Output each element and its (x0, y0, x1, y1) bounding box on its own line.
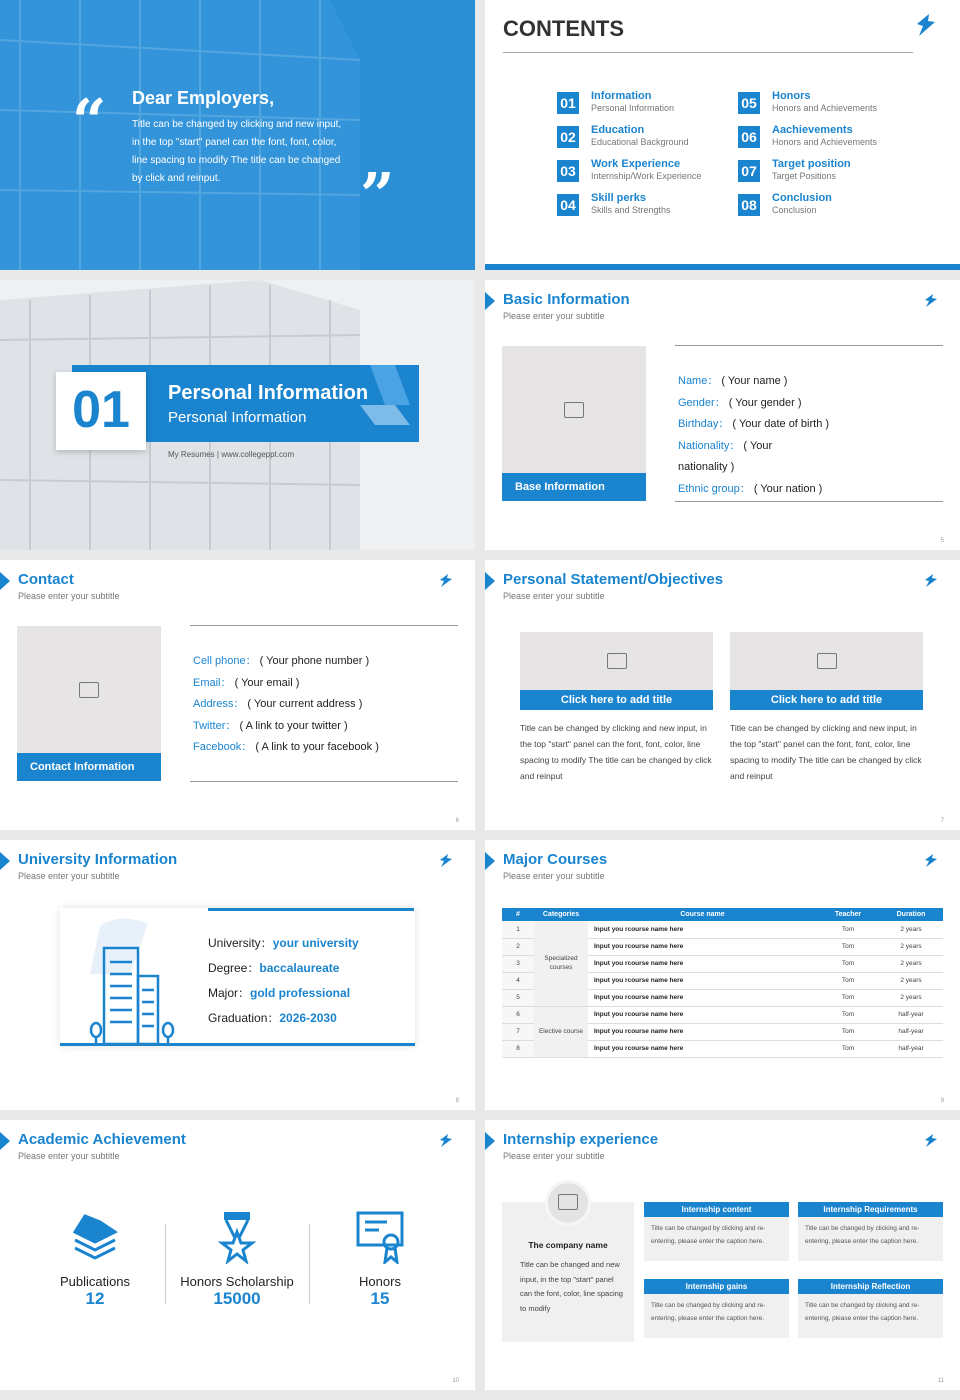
field-row (678, 457, 829, 479)
teacher-cell: Tom (817, 1006, 879, 1023)
box-title: Internship content (644, 1202, 789, 1217)
stat-value: 15 (370, 1289, 390, 1308)
brand-logo-icon (439, 574, 453, 588)
internship-box (644, 1202, 789, 1261)
row-number: 5 (502, 989, 534, 1006)
contents-label: Education (591, 124, 645, 136)
medal-icon (212, 1210, 262, 1264)
card-text: Title can be changed by clicking and new input, in the top "start" panel can the font, font, color, line spacing to modify The title can be changed by click and reinput (730, 723, 922, 781)
contents-number: 03 (557, 160, 579, 182)
table-header: Categories (534, 908, 588, 921)
field-value[interactable]: ( Your date of birth ) (732, 418, 830, 430)
contents-sublabel: Target Positions (772, 171, 837, 181)
row-number: 2 (502, 938, 534, 955)
contents-item[interactable] (738, 90, 908, 120)
table-header: Course name (588, 908, 817, 921)
contents-number: 01 (557, 92, 579, 114)
field-label: Gender： (678, 396, 726, 409)
company-photo-placeholder[interactable] (545, 1180, 591, 1226)
table-header: Teacher (817, 908, 879, 921)
table-row (502, 1006, 943, 1023)
company-text: Title can be changed and new input, in the top "start" panel can the font, color, line spacing to modify (520, 1260, 623, 1313)
box-text: Title can be changed by clicking and re-entering, please enter the caption here. (798, 1294, 943, 1338)
page-number: 11 (937, 1378, 944, 1384)
slide-internship (485, 1120, 960, 1390)
field-row (678, 371, 829, 393)
teacher-cell: Tom (817, 1023, 879, 1040)
brand-logo-icon (924, 294, 938, 308)
image-icon (607, 653, 627, 669)
slide-section (0, 280, 475, 550)
field-row (193, 694, 379, 716)
photo-caption: Base Information (502, 473, 646, 501)
stat-label: Publications (59, 1274, 131, 1289)
slide-major-courses (485, 840, 960, 1110)
close-quote-icon: ” (360, 161, 395, 231)
contents-item[interactable] (738, 124, 908, 154)
teacher-cell: Tom (817, 972, 879, 989)
brand-logo-icon (915, 14, 937, 38)
row-number: 1 (502, 921, 534, 938)
photo-placeholder[interactable] (520, 632, 713, 690)
slide-subtitle: Please enter your subtitle (18, 871, 120, 881)
course-name[interactable]: Input you rcourse name here (588, 1006, 817, 1023)
field-row (193, 716, 379, 738)
header-marker (485, 572, 495, 590)
field-label: Email： (193, 676, 232, 689)
contents-sublabel: Skills and Strengths (591, 205, 671, 215)
card-title[interactable]: Click here to add title (730, 690, 923, 710)
field-row (678, 393, 829, 415)
box-text: Title can be changed by clicking and re-entering, please enter the caption here. (798, 1217, 943, 1261)
course-name[interactable]: Input you rcourse name here (588, 955, 817, 972)
slide-subtitle: Please enter your subtitle (503, 871, 605, 881)
teacher-cell: Tom (817, 1040, 879, 1057)
divider (675, 501, 943, 502)
page-number: 6 (455, 818, 459, 824)
card-title[interactable]: Click here to add title (520, 690, 713, 710)
section-number: 01 (72, 381, 130, 439)
header-marker (485, 1132, 495, 1150)
field-value[interactable]: ( Your name ) (721, 375, 788, 387)
brand-logo-icon (924, 854, 938, 868)
photo-placeholder[interactable] (502, 346, 646, 501)
header-marker (0, 852, 10, 870)
page-number: 8 (455, 1098, 459, 1104)
contents-item[interactable] (557, 124, 727, 154)
header-marker (485, 292, 495, 310)
field-value[interactable]: ( Your phone number ) (259, 655, 370, 667)
brand-logo-icon (439, 854, 453, 868)
basic-field-list (678, 371, 829, 500)
duration-cell: 2 years (879, 921, 943, 938)
field-value[interactable]: ( Your gender ) (728, 396, 802, 409)
header-marker (0, 1132, 10, 1150)
course-name[interactable]: Input you rcourse name here (588, 938, 817, 955)
field-label: Birthday： (678, 418, 730, 430)
slide-contact (0, 560, 475, 830)
duration-cell: 2 years (879, 989, 943, 1006)
contents-number: 08 (738, 194, 760, 216)
contents-label: Information (591, 90, 652, 102)
page-number: 9 (940, 1098, 944, 1104)
teacher-cell: Tom (817, 921, 879, 938)
slide-subtitle: Please enter your subtitle (503, 591, 605, 601)
building-icon (70, 914, 190, 1044)
stat-label: Honors Scholarship (180, 1274, 294, 1289)
field-label: Facebook： (193, 741, 253, 753)
slide-contents (485, 0, 960, 270)
contents-title: CONTENTS (503, 16, 624, 41)
image-icon (817, 653, 837, 669)
photo-placeholder[interactable] (17, 626, 161, 781)
field-value[interactable]: ( A link to your twitter ) (239, 719, 348, 732)
contents-number: 06 (738, 126, 760, 148)
field-value[interactable]: ( Your email ) (234, 676, 300, 689)
table-row (502, 921, 943, 938)
major-row: Major：gold professional (208, 986, 351, 1000)
duration-cell: 2 years (879, 955, 943, 972)
internship-box (644, 1279, 789, 1338)
degree-row: Degree：baccalaureate (208, 961, 340, 975)
contents-sublabel: Educational Background (591, 137, 689, 147)
image-icon (564, 402, 584, 418)
field-row (193, 651, 379, 673)
field-value[interactable]: nationality ) (678, 461, 735, 473)
books-icon (70, 1210, 120, 1264)
category-cell: Specialized courses (534, 921, 588, 1006)
university-row: University：your university (208, 936, 359, 950)
company-name: The company name (528, 1240, 608, 1250)
field-value[interactable]: ( A link to your facebook ) (255, 741, 379, 753)
field-row (678, 479, 829, 501)
divider (309, 1224, 310, 1304)
contents-item[interactable] (738, 192, 908, 222)
slide-subtitle: Please enter your subtitle (18, 591, 120, 601)
slide-cover (0, 0, 475, 270)
teacher-cell: Tom (817, 955, 879, 972)
row-number: 4 (502, 972, 534, 989)
contents-item[interactable] (557, 192, 727, 222)
field-label: Ethnic group： (678, 482, 751, 495)
slide-basic-info (485, 280, 960, 550)
box-title: Internship Requirements (798, 1202, 943, 1217)
contents-number: 05 (738, 92, 760, 114)
slide-title: Internship experience (503, 1131, 659, 1148)
brand-logo-icon (924, 574, 938, 588)
box-text: Title can be changed by clicking and re-entering, please enter the caption here. (644, 1217, 789, 1261)
slide-title: Academic Achievement (18, 1131, 186, 1148)
statement-card[interactable] (730, 632, 923, 784)
stat-publications (35, 1210, 155, 1309)
contents-item[interactable] (738, 158, 908, 188)
accent-line (208, 908, 414, 911)
row-number: 7 (502, 1023, 534, 1040)
section-subtitle: Personal Information (168, 409, 307, 426)
header-marker (0, 572, 10, 590)
slide-subtitle: Please enter your subtitle (18, 1151, 120, 1161)
field-value[interactable]: ( Your current address ) (247, 698, 363, 710)
card-text: Title can be changed by clicking and new input, in the top "start" panel can the font, font, color, line spacing to modify The title can be changed by click and reinput (520, 723, 712, 781)
page-number: 7 (940, 818, 944, 824)
field-label: Twitter： (193, 719, 237, 732)
category-cell: Elective course (534, 1006, 588, 1057)
stat-scholarship (177, 1210, 297, 1309)
slide-title: Major Courses (503, 851, 608, 868)
stat-value: 12 (85, 1289, 105, 1308)
stat-label: Honors (359, 1274, 401, 1289)
contents-bottom-bar (485, 264, 960, 270)
field-label: Cell phone： (193, 655, 257, 667)
box-text: Title can be changed by clicking and re-entering, please enter the caption here. (644, 1294, 789, 1338)
stat-value: 15000 (213, 1289, 261, 1308)
row-number: 6 (502, 1006, 534, 1023)
duration-cell: 2 years (879, 938, 943, 955)
internship-box (798, 1279, 943, 1338)
course-name[interactable]: Input you rcourse name here (588, 1023, 817, 1040)
section-title: Personal Information (168, 382, 369, 404)
stat-honors (320, 1210, 440, 1309)
course-name[interactable]: Input you rcourse name here (588, 1040, 817, 1057)
field-row (678, 436, 829, 458)
field-value[interactable]: ( Your nation ) (753, 482, 823, 495)
slide-title: Personal Statement/Objectives (503, 571, 724, 588)
teacher-cell: Tom (817, 938, 879, 955)
slide-title: Contact (18, 571, 74, 588)
contents-divider (503, 52, 913, 53)
contents-label: Skill perks (591, 192, 647, 204)
course-name[interactable]: Input you rcourse name here (588, 972, 817, 989)
slide-subtitle: Please enter your subtitle (503, 1151, 605, 1161)
section-band-top (72, 365, 146, 372)
contents-sublabel: Conclusion (772, 205, 817, 215)
field-value[interactable]: ( Your (743, 439, 773, 452)
field-row (193, 737, 379, 759)
contents-number: 02 (557, 126, 579, 148)
image-icon (79, 682, 99, 698)
contents-sublabel: Honors and Achievements (772, 137, 878, 147)
slide-personal-statement (485, 560, 960, 830)
contents-sublabel: Personal Information (591, 103, 675, 113)
internship-box (798, 1202, 943, 1261)
cover-body: Title can be changed by clicking and new input, in the top "start" panel can the font, font, color, line spacing to modify The title can be changed by click and reinput. (132, 119, 342, 184)
photo-placeholder[interactable] (730, 632, 923, 690)
brand-logo-icon (924, 1134, 938, 1148)
slide-academic-achievement (0, 1120, 475, 1390)
section-footer: My Resumes | www.collegeppt.com (168, 450, 295, 459)
graduation-row: Graduation：2026-2030 (208, 1011, 337, 1025)
field-label: Nationality： (678, 439, 741, 452)
contents-label: Aachievements (772, 124, 853, 136)
contents-number: 07 (738, 160, 760, 182)
contents-number: 04 (557, 194, 579, 216)
box-title: Internship Reflection (798, 1279, 943, 1294)
header-marker (485, 852, 495, 870)
duration-cell: half-year (879, 1040, 943, 1057)
duration-cell: half-year (879, 1006, 943, 1023)
slide-title: University Information (18, 851, 178, 868)
statement-card[interactable] (520, 632, 713, 784)
teacher-cell: Tom (817, 989, 879, 1006)
contact-field-list (193, 651, 379, 759)
slide-title: Basic Information (503, 291, 630, 308)
slide-subtitle: Please enter your subtitle (503, 311, 605, 321)
contents-label: Conclusion (772, 192, 832, 204)
contents-label: Honors (772, 90, 811, 102)
contents-sublabel: Internship/Work Experience (591, 171, 702, 181)
contents-item[interactable] (557, 90, 727, 120)
divider (165, 1224, 166, 1304)
courses-table (502, 908, 943, 1058)
cover-title: Dear Employers, (132, 88, 275, 108)
divider (675, 345, 943, 346)
page-number: 5 (940, 538, 944, 544)
table-header: # (502, 908, 534, 921)
row-number: 3 (502, 955, 534, 972)
divider (190, 781, 458, 782)
box-title: Internship gains (644, 1279, 789, 1294)
contents-label: Work Experience (591, 158, 681, 170)
table-header: Duration (879, 908, 943, 921)
contents-label: Target position (772, 158, 851, 170)
page-number: 10 (452, 1378, 459, 1384)
slide-university (0, 840, 475, 1110)
row-number: 8 (502, 1040, 534, 1057)
field-label: Address： (193, 698, 245, 710)
brand-logo-icon (439, 1134, 453, 1148)
duration-cell: half-year (879, 1023, 943, 1040)
divider (190, 625, 458, 626)
duration-cell: 2 years (879, 972, 943, 989)
field-label: Name： (678, 375, 719, 387)
contents-item[interactable] (557, 158, 727, 188)
certificate-icon (355, 1210, 405, 1264)
field-row (193, 673, 379, 695)
course-name[interactable]: Input you rcourse name here (588, 921, 817, 938)
photo-caption: Contact Information (17, 753, 161, 781)
image-icon (558, 1194, 578, 1210)
course-name[interactable]: Input you rcourse name here (588, 989, 817, 1006)
open-quote-icon: “ (72, 87, 107, 157)
field-row (678, 414, 829, 436)
contents-sublabel: Honors and Achievements (772, 103, 878, 113)
